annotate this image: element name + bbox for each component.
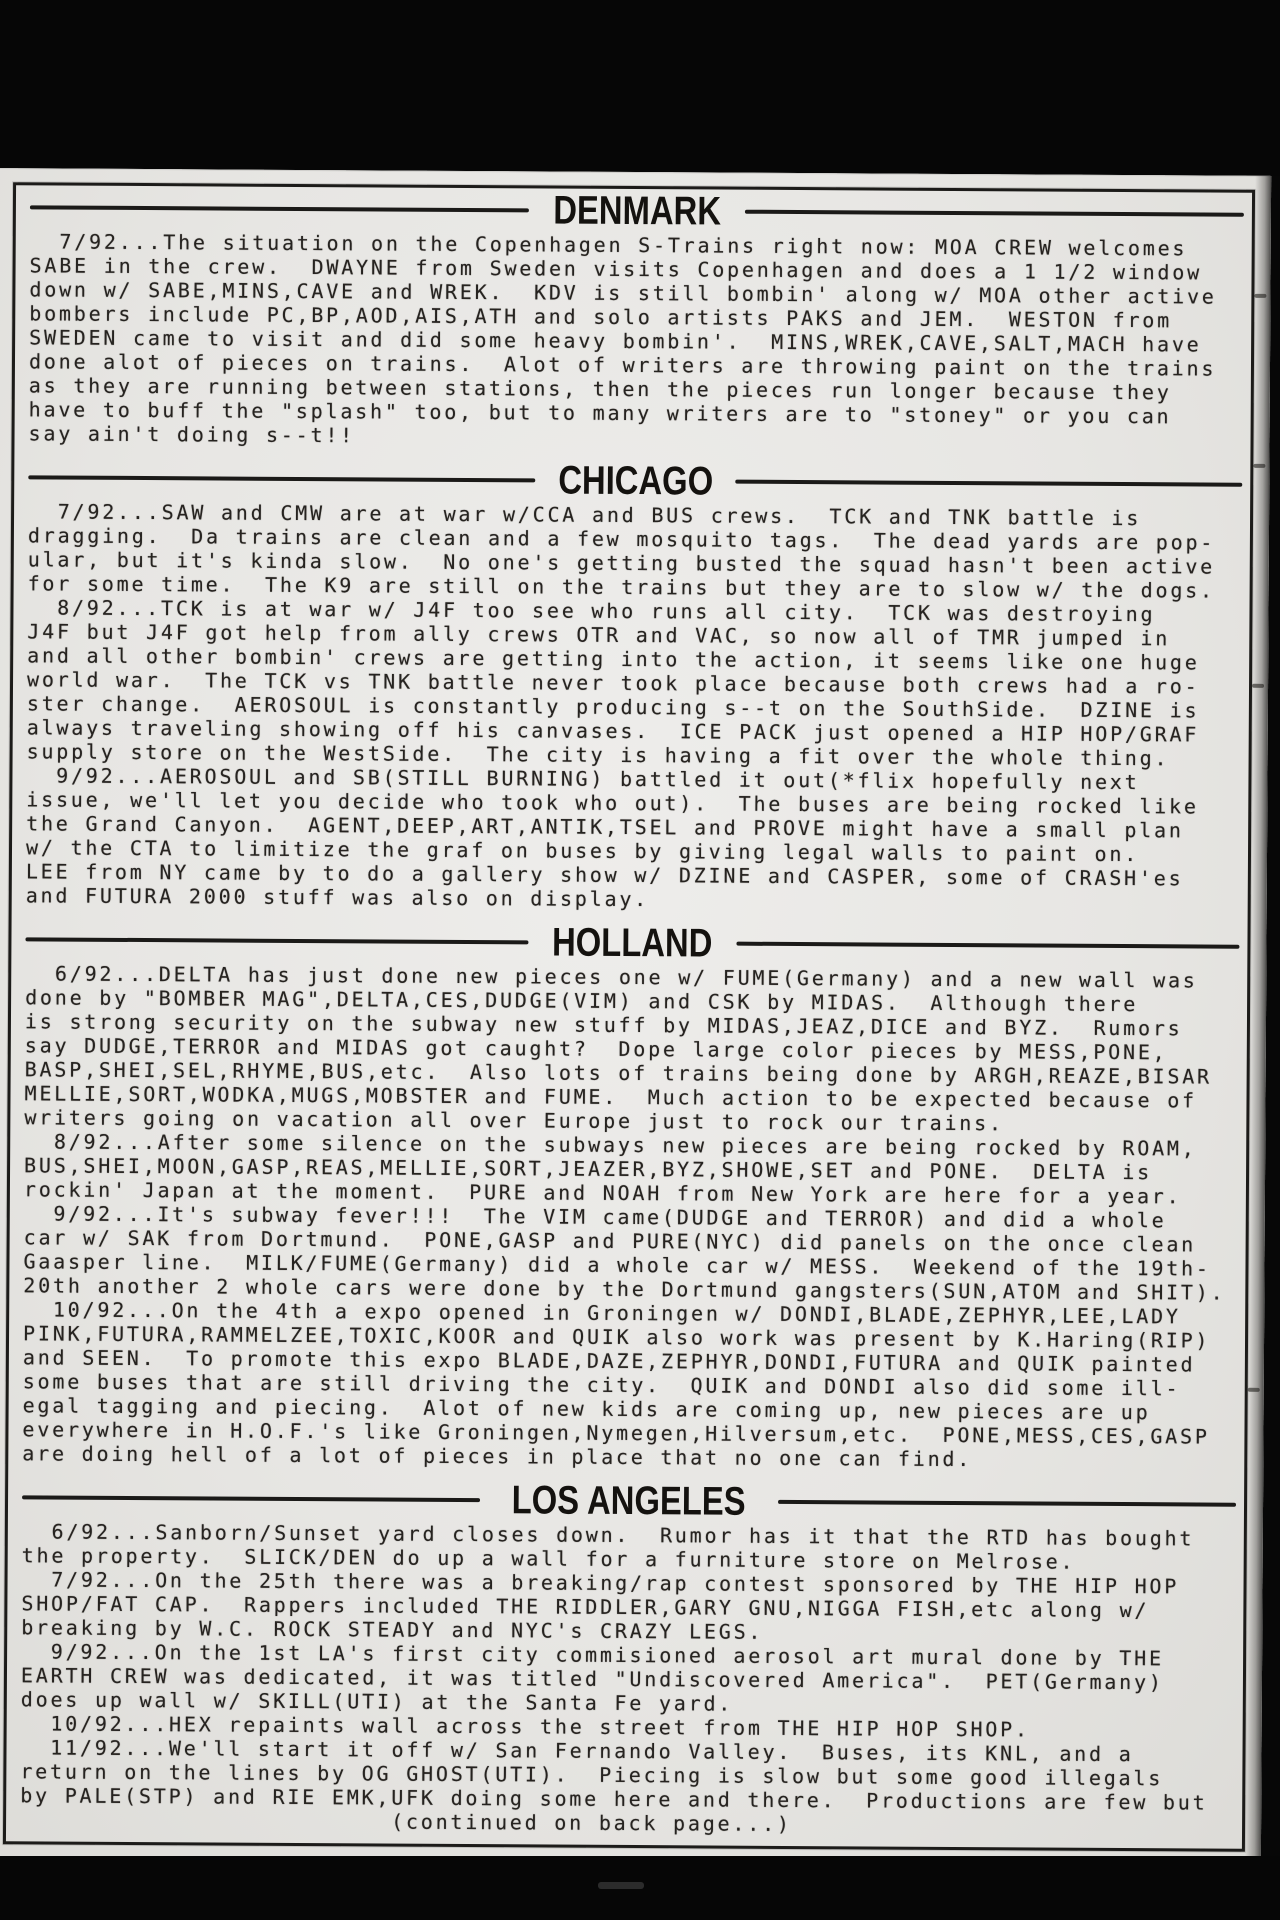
header-rule-left [30, 205, 529, 212]
section-title: DENMARK [552, 188, 721, 234]
section-header [25, 919, 1239, 966]
header-rule-right [736, 942, 1239, 949]
header-rule-right [736, 480, 1243, 487]
section-body: 6/92...DELTA has just done new pieces one w/ FUME(Germany) and a new wall was done by "BOMBER MAG",DELTA,CES,DUDGE(VIM) and CSK by MIDAS. Although there is strong security on the subway new stuff by MIDAS,JEAZ,DICE and BYZ. Rumors say DUDGE,TERROR and MIDAS got caught? Dope large color pieces by MESS,PONE, BASP,SHEI,SEL,RHYME,BUS,etc. Also lots of trains being done by ARGH,REAZE,BISAR MELLIE,SORT,WODKA,MUGS,MOBSTER and FUME. Much action to be expected because of writers going on vacation all over Europe just to rock our trains. 8/92...After some silence on the subways new pieces are being rocked by ROAM, BUS,SHEI,MOON,GASP,REAS,MELLIE,SORT,JEAZER,BYZ,SHOWE,SET and PONE. DELTA is rockin' Japan at the moment. PURE and NOAH from New York are here for a year. 9/92...It's subway fever!!! The VIM came(DUDGE and TERROR) and did a whole car w/ SAK from Dortmund. PONE,GASP and PURE(NYC) did panels on the once clean Gaasper line. MILK/FUME(Germany) did a whole car w/ MESS. Weekend of the 19th- 20th another 2 whole cars were done by the Dortmund gangsters(SUN,ATOM and SHIT). 10/92...On the 4th a expo opened in Groningen w/ DONDI,BLADE,ZEPHYR,LEE,LADY PINK,FUTURA,RAMMELZEE,TOXIC,KOOR and QUIK also work was present by K.Haring(RIP) and SEEN. To promote this expo BLADE,DAZE,ZEPHYR,DONDI,FUTURA and QUIK painted some buses that are still driving the city. QUIK and DONDI also did some ill- egal tagging and piecing. Alot of new kids are coming up, new pieces are up everywhere in H.O.F.'s like Groningen,Nymegen,Hilversum,etc. PONE,MESS,CES,GASP are doing hell of a lot of pieces in place that no one can find. [22, 961, 1226, 1472]
header-rule-right [778, 1500, 1236, 1507]
zine-section [20, 1477, 1236, 1838]
content-frame [3, 182, 1255, 1852]
section-body: 7/92...The situation on the Copenhagen S-Trains right now: MOA CREW welcomes SABE in the crew. DWAYNE from Sweden visits Copenhagen and does a 1 1/2 window down w/ SABE,MINS,CAVE and WREK. KDV is still bombin' along w/ MOA other active bombers include PC,BP,AOD,AIS,ATH and solo artists PAKS and JEM. WESTON from SWEDEN came to visit and did some heavy bombin'. MINS,WREK,CAVE,SALT,MACH have done alot of pieces on trains. Alot of writers are throwing paint on the trains as they are running between stations, then the pieces run longer because they have to buff the "splash" too, but to many writers are to "stoney" or you can say ain't doing s--t!! [28, 229, 1217, 448]
header-rule-left [28, 475, 535, 482]
scan-smudge-bottom [598, 1882, 644, 1889]
zine-section [26, 457, 1243, 914]
section-header [28, 457, 1242, 504]
section-body: 6/92...Sanborn/Sunset yard closes down. Rumor has it that the RTD has bought the property. SLICK/DEN do up a wall for a furniture store on Melrose. 7/92...On the 25th there was a breaking/rap contest sponsored by THE HIP HOP SHOP/FAT CAP. Rappers included THE RIDDLER,GARY GNU,NIGGA FISH,etc along w/ breaking by W.C. ROCK STEADY and NYC's CRAZY LEGS. 9/92...On the 1st LA's first city commisioned aerosol art mural done by THE EARTH CREW was dedicated, it was titled "Undiscovered America". PET(Germany) does up wall w/ SKILL(UTI) at the Santa Fe yard. 10/92...HEX repaints wall across the street from THE HIP HOP SHOP. 11/92...We'll start it off w/ San Fernando Valley. Buses, its KNL, and a return on the lines by OG GHOST(UTI). Piecing is slow but some good illegals by PALE(STP) and RIE EMK,UFK doing some here and there. Productions are few but (continued on back page...) [20, 1519, 1208, 1837]
header-rule-left [22, 1495, 480, 1502]
section-header [22, 1477, 1236, 1524]
zine-section [22, 919, 1239, 1472]
section-title: CHICAGO [557, 458, 713, 504]
section-title: HOLLAND [552, 920, 713, 966]
section-header [30, 187, 1244, 234]
top-scan-band [0, 0, 1280, 176]
section-body: 7/92...SAW and CMW are at war w/CCA and BUS crews. TCK and TNK battle is dragging. Da trains are clean and a few mosquito tags. The dead yards are pop- ular, but it's kinda slow. No one's getting busted the squad hasn't been active for some time. The K9 are still on the trains but they are to slow w/ the dogs. 8/92...TCK is at war w/ J4F too see who runs all city. TCK was destroying J4F but J4F got help from ally crews OTR and VAC, so now all of TMR jumped in and all other bombin' crews are getting into the action, it seems like one huge world war. The TCK vs TNK battle never took place because both crews had a ro- ster change. AEROSOUL is constantly producing s--t on the SouthSide. DZINE is always traveling showing off his canvases. ICE PACK just opened a HIP HOP/GRAF supply store on the WestSide. The city is having a fit over the whole thing. 9/92...AEROSOUL and SB(STILL BURNING) battled it out(*flix hopefully next issue, we'll let you decide who took who out). The buses are being rocked like the Grand Canyon. AGENT,DEEP,ART,ANTIK,TSEL and PROVE might have a small plan w/ the CTA to limitize the graf on buses by giving legal walls to paint on. LEE from NY came by to do a gallery show w/ DZINE and CASPER, some of CRASH'es and FUTURA 2000 stuff was also on display. [25, 499, 1216, 912]
paper-sheet [0, 168, 1271, 1866]
header-rule-right [745, 210, 1244, 217]
section-title: LOS ANGELES [511, 1478, 747, 1524]
sections [20, 187, 1244, 1838]
zine-section [28, 187, 1244, 452]
header-rule-left [25, 937, 528, 944]
